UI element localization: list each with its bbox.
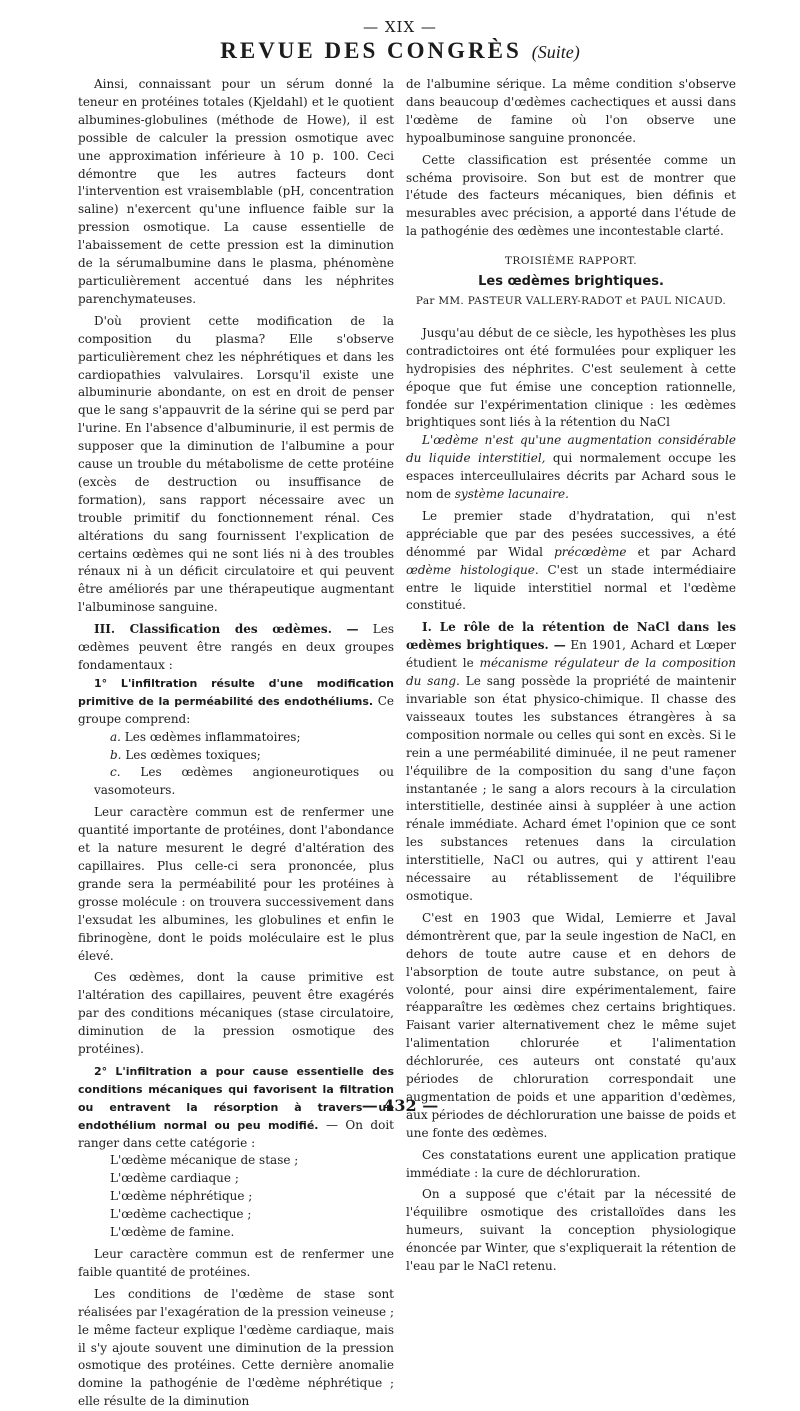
left-column [78,76,394,1411]
paragraph [78,621,394,675]
list-text: Les œdèmes toxiques; [125,747,261,762]
list-item: L'œdème néphrétique ; [110,1189,253,1204]
list-item: L'œdème mécanique de stase ; [110,1153,299,1168]
paragraph: C'est en 1903 que Widal, Lemierre et Javal démontrèrent que, par la seule ingestion de NaCl, en dehors de toute autre cause et en dehors de l'absorption de toute autre substance, on peut à volonté, pour ainsi dire expérimentalement, faire réapparaître les œdèmes chez certains brightiques. Faisant varier alternativement chez le même sujet l'alimentation chlorurée et l'alimentation déchlorurée, ces auteurs ont constaté qu'aux périodes de chloruration correspondait une augmentation de poids et une apparition d'œdèmes, aux périodes de déchloruration une baisse de poids et une fonte des œdèmes. [406,910,736,1140]
list-text: Les œdèmes inflammatoires; [124,729,301,744]
list-letter: c. [110,765,121,780]
italic-phrase: L'œdème n'est qu'une augmentation considérable du liquide interstitiel, [406,433,736,466]
paragraph-text: Ce groupe comprend: [78,693,394,726]
paragraph [406,619,736,906]
journal-section-subtitle: (Suite) [531,42,580,62]
paragraph: de l'albumine sérique. La même condition s'observe dans beaucoup d'œdèmes cachectiques et aussi dans l'œdème de famine où l'on observe une hypoalbuminose sanguine prononcée. [406,77,736,145]
paragraph: Ces œdèmes, dont la cause primitive est l'altération des capillaires, peuvent être exagérés par des conditions mécaniques (stase circulatoire, diminution de la pression osmotique des protéines). [78,970,394,1057]
section-heading: I. Le rôle de la rétention de NaCl dans les œdèmes brightiques. — [406,620,736,653]
list-item: L'œdème cardiaque ; [110,1171,239,1186]
paragraph: Cette classification est présentée comme un schéma provisoire. Son but est de montrer que l'étude des facteurs mécaniques, bien définis et mesurables avec précision, a apporté dans l'étude de la pathogénie des œdèmes une incontestable clarté. [406,152,736,239]
paragraph-text: C'est un stade intermédiaire entre le liquide interstitiel normal et l'œdème constitué. [406,562,737,613]
italic-phrase: précœdème [554,544,627,559]
page-number: — 432 — [361,1096,439,1115]
subsection-heading: 2° L'infiltration a pour cause essentielle des conditions mécaniques qui favorisent la filtration ou entravent la résorption à travers un endothélium normal ou peu modifié. [78,1064,394,1132]
report-authors: Par MM. PASTEUR VALLERY-RADOT et PAUL NICAUD. [415,294,727,307]
paragraph-text: et par Achard [637,544,736,559]
paragraph: Ces constatations eurent une application pratique immédiate : la cure de déchloruration. [406,1147,736,1180]
list-item [78,747,394,765]
italic-phrase: œdème histologique. [406,562,539,577]
list-item: L'œdème de famine. [110,1225,235,1240]
paragraph: Leur caractère commun est de renfermer une faible quantité de protéines. [78,1247,394,1279]
paragraph-text: qui normalement occupe les espaces interceullulaires décrits par Achard sous le nom de [406,451,736,502]
list-text: Les œdèmes angioneurotiques ou vasomoteurs. [94,765,394,798]
list-letter: a. [110,729,121,744]
report-title: Les œdèmes brightiques. [478,274,664,290]
page-header [0,38,800,64]
journal-section-title: REVUE DES CONGRÈS [220,38,522,63]
paragraph: D'où provient cette modification de la composition du plasma? Elle s'observe particulièrement chez les néphrétiques et dans les cardiopathies valvulaires. Lorsqu'il existe une albuminurie abondante, on est en droit de penser que le sang s'appauvrit de la sérine qui se perd par l'urine. En l'absence d'albuminurie, il est permis de supposer que la diminution de l'albumine a pour cause un trouble du métabolisme de cette protéine (excès de destruction ou insuffisance de formation), sans rapport nécessaire avec un trouble primitif du fonctionnement rénal. Ces altérations du sang fournissent l'explication de certains œdèmes qui ne sont liés ni à des troubles rénaux ni à un déficit circulatoire et qui peuvent être améliorés par une thérapeutique augmentant l'albuminose sanguine. [78,313,394,615]
paragraph: Ainsi, connaissant pour un sérum donné la teneur en protéines totales (Kjeldahl) et le quotient albumines-globulines (méthode de Howe), il est possible de calculer la pression osmotique avec une approximation inférieure à 10 p. 100. Ceci démontre que les autres facteurs dont l'intervention est vraisemblable (pH, concentration saline) n'exercent qu'une influence faible sur la pression osmotique. La cause essentielle de l'abaissement de cette pression est la diminution de la sérumalbumine dans le plasma, phénomène particulièrement accentué dans les néphrites parenchymateuses. [78,77,394,306]
paragraph-text: Le sang possède la propriété de maintenir invariable son état physico-chimique. Il chasse des vaisseaux toutes les substances étrangères à sa composition normale ou celles qui sont en excès. Si le rein a une perméabilité diminuée, il ne peut ramener l'équilibre de la composition du sang d'une façon instantanée ; le sang a alors recours à la circulation interstitielle, destinée ainsi à suppléer à une action rénale immédiate. Achard émet l'opinion que ce sont les substances retenues dans la circulation interstitielle, NaCl ou autres, qui y attirent l'eau nécessaire au rétablissement de l'équilibre osmotique. [406,674,736,903]
report-label: TROISIÈME RAPPORT. [504,255,638,268]
paragraph: Leur caractère commun est de renfermer une quantité importante de protéines, dont l'abondance et la nature mesurent le degré d'altération des capillaires. Plus celle-ci sera prononcée, plus grande sera la perméabilité pour les protéines à grosse molécule : on trouvera successivement dans l'exsudat les albumines, les globulines et enfin le fibrinogène, dont le poids moléculaire est le plus élevé. [78,805,394,963]
paragraph-text: — On doit ranger dans cette catégorie : [78,1117,395,1150]
list-letter: b. [110,747,122,762]
page-roman-numeral: — XIX — [363,18,437,36]
paragraph-text: Le premier stade d'hydratation, qui n'est appréciable que par des pesées successives, a été dénommé par Widal [406,508,736,559]
list-item [78,729,394,747]
italic-phrase: mécanisme régulateur de la composition du sang. [406,656,736,689]
paragraph-text: Les œdèmes peuvent être rangés en deux groupes fondamentaux : [78,622,394,672]
list-item: L'œdème cachectique ; [110,1207,252,1222]
subsection-heading: 1° L'infiltration résulte d'une modification primitive de la perméabilité des endothéliums. [78,676,394,708]
italic-phrase: système lacunaire. [454,487,569,502]
list-item [78,764,394,800]
paragraph [78,675,394,729]
paragraph [406,432,736,504]
paragraph: Les conditions de l'œdème de stase sont réalisées par l'exagération de la pression veineuse ; le même facteur explique l'œdème cardiaque, mais il s'y ajoute souvent une diminution de la pression osmotique des protéines. Cette dernière anomalie domine la pathogénie de l'œdème néphrétique ; elle résulte de la diminution [78,1286,394,1409]
section-heading: III. Classification des œdèmes. — [94,622,359,637]
paragraph-text: En 1901, Achard et Lœper étudient le [406,638,736,671]
paragraph [406,508,736,615]
paragraph: Jusqu'au début de ce siècle, les hypothèses les plus contradictoires ont été formulées pour expliquer les hydropisies des néphrites. C'est seulement à cette époque que fut émise une conception rationnelle, fondée sur l'expérimentation clinique : les œdèmes brightiques sont liés à la rétention du NaCl [406,325,736,430]
paragraph: On a supposé que c'était par la nécessité de l'équilibre osmotique des cristalloïdes dans les humeurs, suivant la conception physiologique énoncée par Winter, que s'expliquerait la rétention de l'eau par le NaCl retenu. [406,1187,736,1274]
